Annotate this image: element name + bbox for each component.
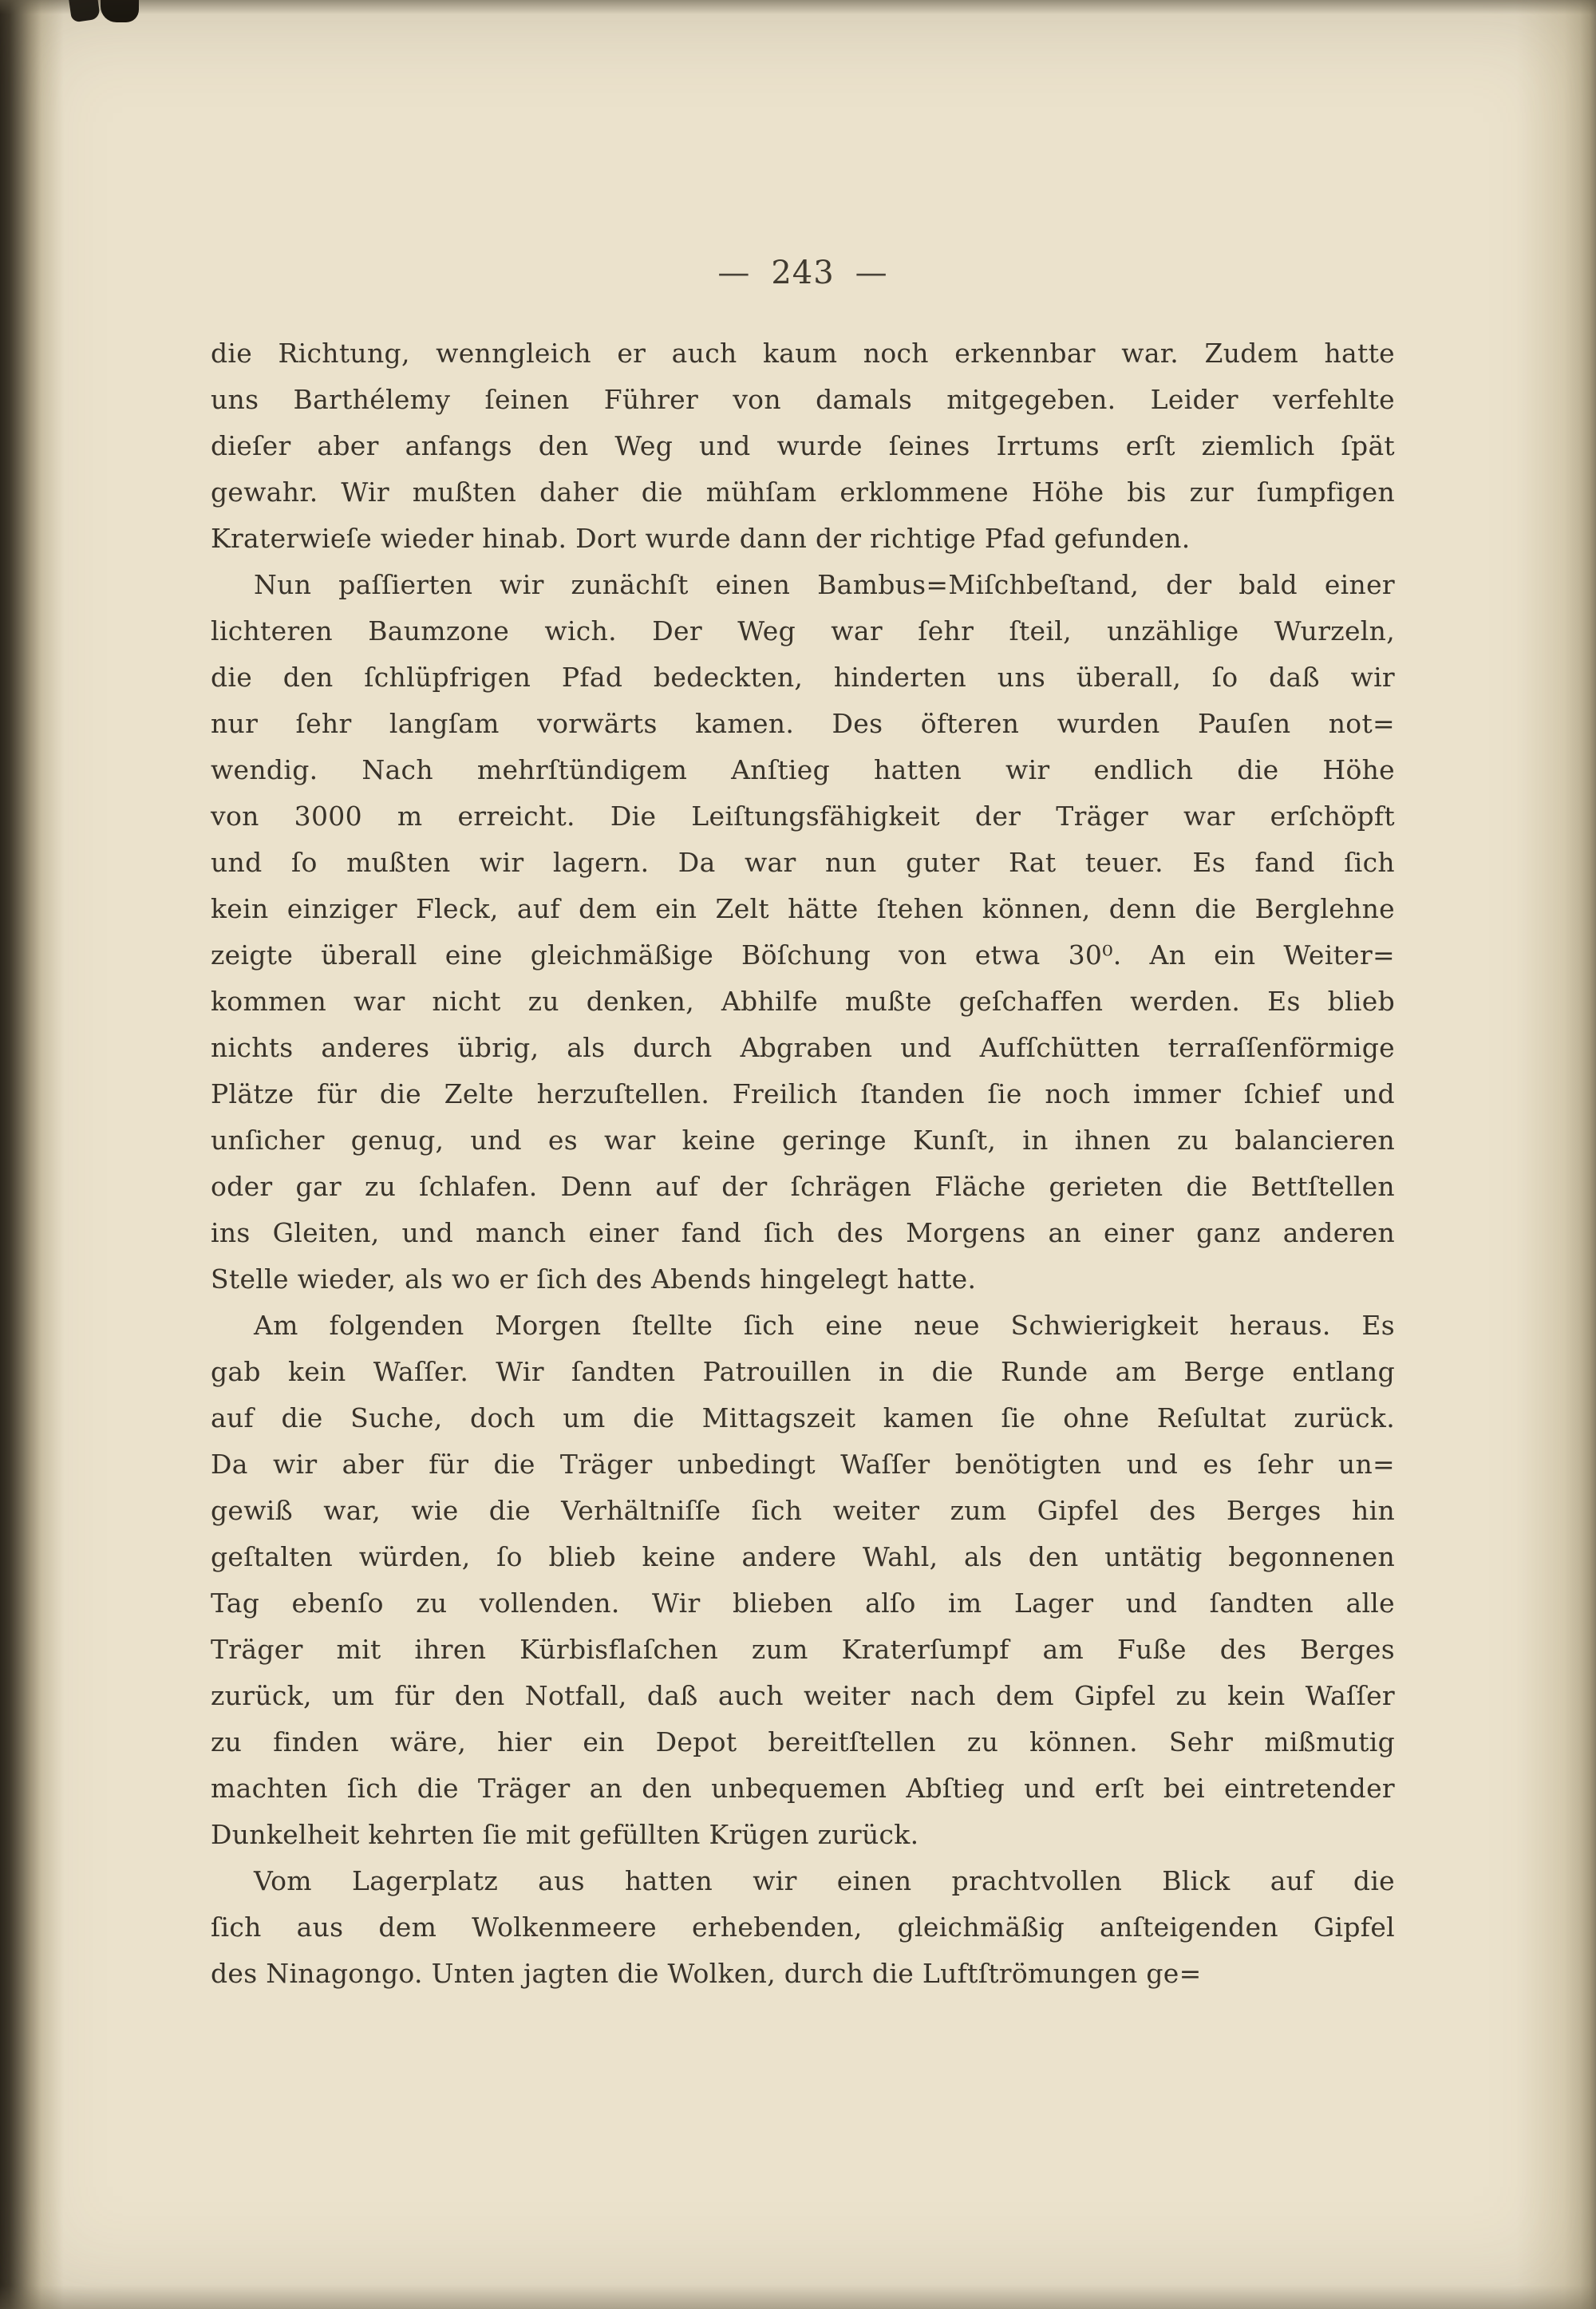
text-line: des Ninagongo. Unten jagten die Wolken, durch die Luftſtrömungen ge=: [211, 1958, 1202, 1989]
text-line: von 3000 m erreicht. Die Leiſtungsfähigkeit der Träger war erſchöpft: [211, 801, 1395, 832]
text-line: ſich aus dem Wolkenmeere erhebenden, gleichmäßig anſteigenden Gipfel: [211, 1912, 1395, 1943]
bottom-edge-shadow: [0, 2285, 1596, 2309]
text-line: wendig. Nach mehrſtündigem Anſtieg hatten wir endlich die Höhe: [211, 754, 1395, 785]
text-line: die den ſchlüpfrigen Pfad bedeckten, hinderten uns überall, ſo daß wir: [211, 662, 1395, 693]
text-line: kein einziger Fleck, auf dem ein Zelt hätte ſtehen können, denn die Berglehne: [211, 893, 1395, 924]
text-line: gewiß war, wie die Verhältniſſe ſich weiter zum Gipfel des Berges hin: [211, 1495, 1395, 1526]
text-line: Kraterwieſe wieder hinab. Dort wurde dann der richtige Pfad gefunden.: [211, 523, 1191, 554]
text-line: geſtalten würden, ſo blieb keine andere Wahl, als den untätig begonnenen: [211, 1541, 1395, 1572]
text-line: oder gar zu ſchlafen. Denn auf der ſchrägen Fläche gerieten die Bettſtellen: [211, 1171, 1395, 1202]
text-line: unſicher genug, und es war keine geringe Kunſt, in ihnen zu balancieren: [211, 1125, 1395, 1156]
text-line: Tag ebenſo zu vollenden. Wir blieben alſo im Lager und ſandten alle: [211, 1587, 1395, 1619]
text-line: lichteren Baumzone wich. Der Weg war ſehr ſteil, unzählige Wurzeln,: [211, 615, 1395, 646]
text-line: auf die Suche, doch um die Mittagszeit kamen ſie ohne Reſultat zurück.: [211, 1402, 1395, 1433]
paragraph: [211, 562, 1395, 1303]
page-fore-edge: [1516, 0, 1596, 2309]
paragraph: [211, 330, 1395, 562]
text-line: gewahr. Wir mußten daher die mühſam erklommene Höhe bis zur ſumpfigen: [211, 476, 1395, 508]
top-edge-shadow: [0, 0, 1596, 14]
text-line: uns Barthélemy ſeinen Führer von damals mitgegeben. Leider verfehlte: [211, 384, 1395, 415]
text-line: Stelle wieder, als wo er ſich des Abends hingelegt hatte.: [211, 1263, 977, 1295]
text-line: zu finden wäre, hier ein Depot bereitſtellen zu können. Sehr mißmutig: [211, 1726, 1395, 1757]
text-line: Da wir aber für die Träger unbedingt Waſſer benötigten und es ſehr un=: [211, 1449, 1395, 1480]
text-line: Träger mit ihren Kürbisflaſchen zum Kraterſumpf am Fuße des Berges: [211, 1634, 1395, 1665]
text-line: gab kein Waſſer. Wir ſandten Patrouillen in die Runde am Berge entlang: [211, 1356, 1395, 1387]
text-line: Vom Lagerplatz aus hatten wir einen prachtvollen Blick auf die: [254, 1865, 1395, 1896]
header-dash-left: —: [717, 255, 751, 291]
paragraph: [211, 1858, 1395, 1997]
text-line: Nun paſſierten wir zunächſt einen Bambus=Miſchbeſtand, der bald einer: [254, 569, 1395, 600]
text-line: nichts anderes übrig, als durch Abgraben und Aufſchütten terraſſenförmige: [211, 1032, 1395, 1063]
text-line: nur ſehr langſam vorwärts kamen. Des öfteren wurden Pauſen not=: [211, 708, 1395, 739]
text-line: Am folgenden Morgen ſtellte ſich eine neue Schwierigkeit heraus. Es: [254, 1310, 1395, 1341]
underlying-page-corner: [69, 0, 101, 22]
text-line: kommen war nicht zu denken, Abhilfe mußte geſchaffen werden. Es blieb: [211, 986, 1395, 1017]
page-header: [211, 254, 1395, 292]
book-gutter-edge: [0, 0, 64, 2309]
paragraph: [211, 1303, 1395, 1858]
text-line: die Richtung, wenngleich er auch kaum noch erkennbar war. Zudem hatte: [211, 338, 1395, 369]
text-line: zurück, um für den Notfall, daß auch weiter nach dem Gipfel zu kein Waſſer: [211, 1680, 1395, 1711]
text-line: zeigte überall eine gleichmäßige Böſchung von etwa 30⁰. An ein Weiter=: [211, 939, 1395, 971]
underlying-page-corner: [101, 0, 139, 22]
page-number: 243: [771, 255, 835, 291]
text-line: machten ſich die Träger an den unbequemen Abſtieg und erſt bei eintretender: [211, 1773, 1395, 1804]
header-dash-right: —: [855, 255, 888, 291]
text-line: Plätze für die Zelte herzuſtellen. Freilich ſtanden ſie noch immer ſchief und: [211, 1078, 1395, 1109]
text-block: [211, 330, 1395, 1997]
text-line: Dunkelheit kehrten ſie mit gefüllten Krügen zurück.: [211, 1819, 919, 1850]
text-line: dieſer aber anfangs den Weg und wurde ſeines Irrtums erſt ziemlich ſpät: [211, 430, 1395, 461]
text-line: ins Gleiten, und manch einer fand ſich des Morgens an einer ganz anderen: [211, 1217, 1395, 1248]
text-line: und ſo mußten wir lagern. Da war nun guter Rat teuer. Es fand ſich: [211, 847, 1395, 878]
